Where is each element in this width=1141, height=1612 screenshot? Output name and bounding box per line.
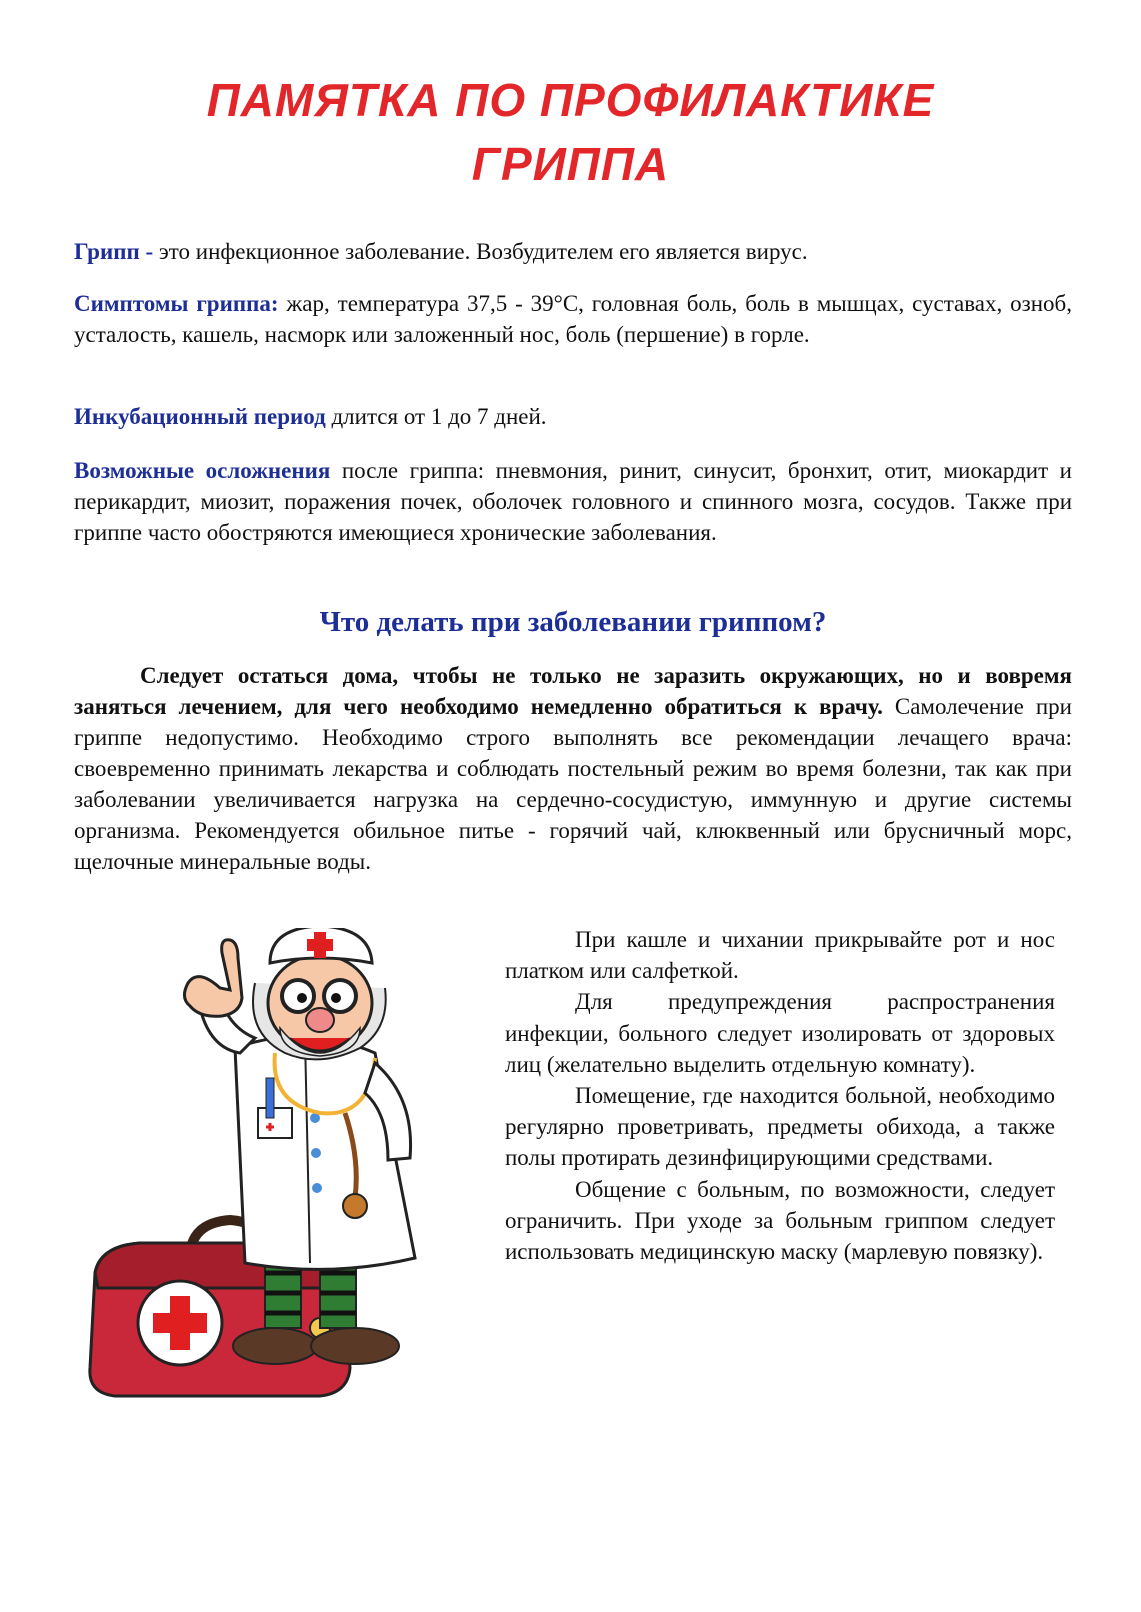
- complications-text: после гриппа: пневмония, ринит, синусит, бронхит, отит, миокардит и перикардит, миозит, поражения почек, оболочек головного и спинного мозга, сосудов. Также при гриппе часто обостряются имеющиеся хронические заболевания.: [74, 458, 1072, 545]
- title-line-1: ПАМЯТКА ПО ПРОФИЛАКТИКЕ: [206, 74, 935, 126]
- flu-definition: [74, 236, 1072, 267]
- advice-cover-cough: При кашле и чихании прикрывайте рот и нос платком или салфеткой.: [505, 927, 1055, 984]
- symptoms-term: Симптомы гриппа:: [74, 291, 279, 316]
- advice-isolate: Для предупреждения распространения инфекции, больного следует изолировать от здоровых лиц (желательно выделить отдельную комнату).: [505, 989, 1055, 1077]
- advice-ventilate: Помещение, где находится больной, необходимо регулярно проветривать, предметы обихода, а также полы протирать дезинфицирующими средствами.: [505, 1083, 1055, 1171]
- incubation-term: Инкубационный период: [74, 404, 326, 429]
- advice-limit-contact: Общение с больным, по возможности, следует ограничить. При уходе за больным гриппом следует использовать медицинскую маску (марлевую повязку).: [505, 1176, 1055, 1265]
- doctor-illustration: [70, 928, 480, 1398]
- incubation-paragraph: [74, 401, 1072, 432]
- complications-term: Возможные осложнения: [74, 458, 331, 483]
- page-title: [100, 68, 1041, 196]
- title-line-2: ГРИППА: [471, 138, 670, 190]
- flu-term: Грипп -: [74, 239, 154, 264]
- what-to-do-bold: Следует остаться дома, чтобы не только не заразить окружающих, но и вовремя заняться лечением, для чего необходимо немедленно обратиться к врачу.: [74, 663, 1072, 719]
- what-to-do-text: Самолечение при гриппе недопустимо. Необходимо строго выполнять все рекомендации лечащего врача: своевременно принимать лекарства и соблюдать постельный режим во время болезни, так как при заболевании увеличивается нагрузка на сердечно-сосудистую, иммунную и другие системы организма. Рекомендуется обильное питье - горячий чай, клюквенный или брусничный морс, щелочные минеральные воды.: [74, 694, 1072, 874]
- raised-hand-icon: [184, 940, 255, 1053]
- advice-column: [505, 924, 1055, 1267]
- doctor-cap-icon: [270, 928, 372, 963]
- incubation-text: длится от 1 до 7 дней.: [325, 404, 547, 429]
- what-to-do-heading: Что делать при заболевании гриппом?: [319, 606, 827, 638]
- complications-paragraph: [74, 455, 1072, 548]
- symptoms-text: жар, температура 37,5 - 39°С, головная боль, боль в мышцах, суставах, озноб, усталость, кашель, насморк или заложенный нос, боль (першение) в горле.: [74, 291, 1072, 347]
- what-to-do-paragraph: [74, 660, 1072, 877]
- flu-text: это инфекционное заболевание. Возбудителем его является вирус.: [153, 239, 808, 264]
- symptoms-paragraph: [74, 288, 1072, 350]
- doctor-head: [253, 955, 386, 1059]
